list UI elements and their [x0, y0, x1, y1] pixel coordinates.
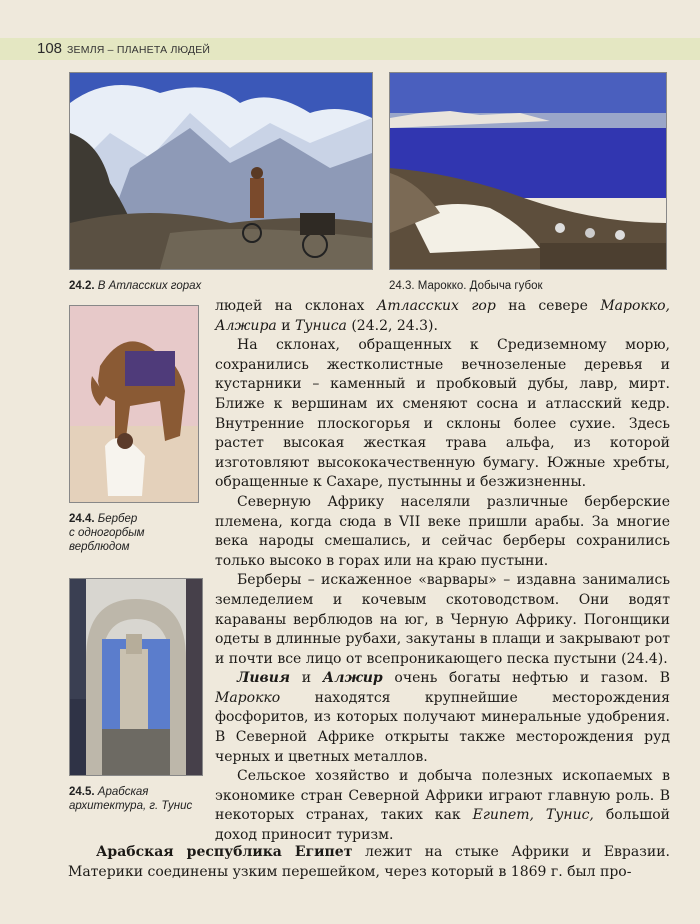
photo-berber-camel [69, 305, 199, 503]
caption-number: 24.5. [69, 786, 95, 798]
caption-text: В Атласских горах [97, 280, 202, 292]
caption-fig-24-3 [389, 279, 543, 293]
paragraph: Арабская республика Египет лежит на стыке Африки и Евразии. Материки соединены узким перешейком, через который в 1869 г. был про- [68, 844, 670, 880]
caption-fig-24-5 [69, 785, 192, 813]
caption-number: 24.4. [69, 513, 95, 525]
page-number: 108 [37, 40, 63, 57]
photo-morocco-sponges [389, 72, 667, 270]
caption-number: 24.3. [389, 280, 415, 292]
paragraph: людей на склонах Атласских гор на севере Марокко, Алжира и Туниса (24.2, 24.3). [215, 298, 670, 334]
caption-line: верблюдом [69, 541, 130, 553]
running-title: ЗЕМЛЯ – ПЛАНЕТА ЛЮДЕЙ [67, 44, 211, 56]
caption-line: с одногорбым [69, 527, 145, 539]
paragraph: Сельское хозяйство и добыча полезных ископаемых в экономике стран Северной Африки играют главную роль. В некоторых странах, таких как Египет, Тунис, большой доход приносит туризм. [215, 768, 670, 844]
caption-text: Марокко. Добыча губок [417, 280, 543, 292]
caption-line: архитектура, г. Тунис [69, 800, 193, 812]
caption-fig-24-2 [69, 279, 201, 293]
caption-number: 24.2. [69, 280, 95, 292]
main-text-column [215, 297, 670, 846]
paragraph: Северную Африку населяли различные берберские племена, когда сюда в VII веке пришли арабы. За многие века народы смешались, и сейчас берберы сохранились только высоко в горах или на краю пустыни. [215, 493, 670, 569]
paragraph: Берберы – искаженное «варвары» – издавна занимались земледелием и кочевым скотоводством. Они водят караваны верблюдов на юг, в Черную Африку. Погонщики одеты в длинные рубахи, закутаны в плащи и закрывают рот и почти все лицо от всепроникающего песка пустыни (24.4). [215, 572, 670, 667]
caption-line: Бербер [97, 513, 138, 525]
photo-arabic-architecture [69, 578, 203, 776]
photo-atlas-mountains [69, 72, 373, 270]
paragraph: На склонах, обращенных к Средиземному морю, сохранились жестколистные вечнозеленые деревья и кустарники – каменный и пробковый дубы, лавр, мирт. Ближе к вершинам их сменяют сосна и атласский кедр. Внутренние плоскогорья и склоны более сухие. Здесь растет высокая жесткая трава альфа, из которой изготовляют высококачественную бумагу. Южные хребты, обращенные к Сахаре, пустынны и безжизненны. [215, 337, 670, 491]
caption-line: Арабская [97, 786, 149, 798]
paragraph: Ливия и Алжир очень богаты нефтью и газом. В Марокко находятся крупнейшие месторождения фосфоритов, из которых получают минеральные удобрения. В Северной Африке открыты также месторождения руд черных и цветных металлов. [215, 670, 671, 765]
caption-fig-24-4 [69, 512, 145, 554]
bottom-text [68, 843, 670, 882]
